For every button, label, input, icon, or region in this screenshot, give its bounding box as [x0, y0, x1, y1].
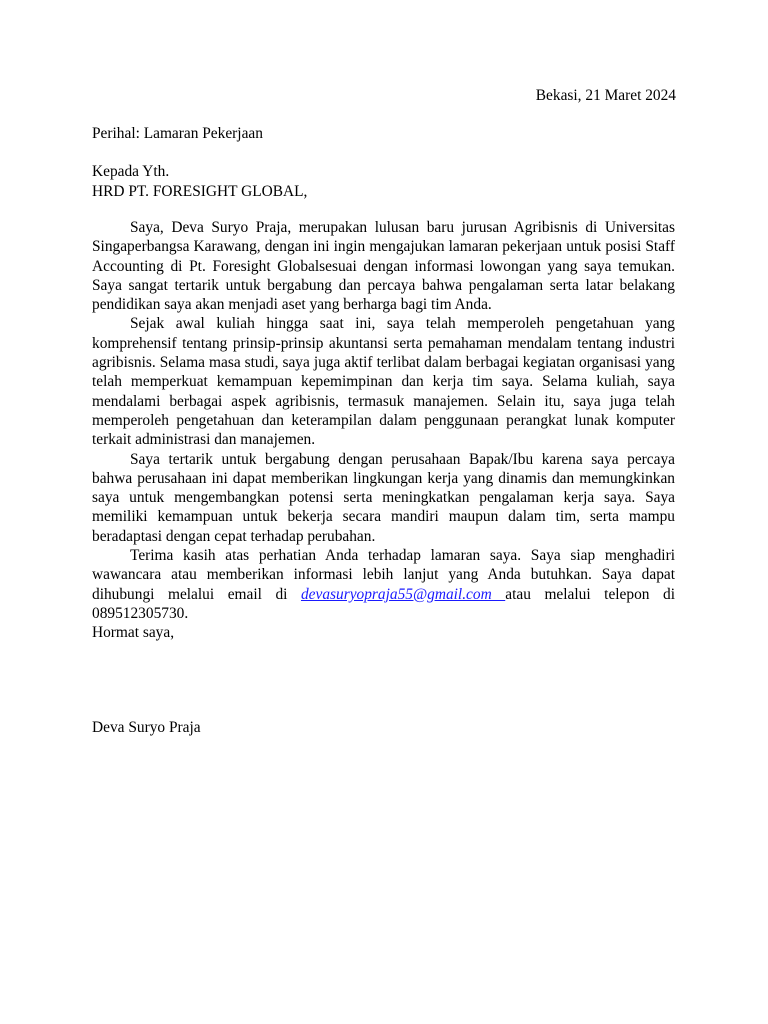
recipient-block [92, 162, 307, 201]
body-paragraph-motivation: Saya tertarik untuk bergabung dengan perusahaan Bapak/Ibu karena saya percaya bahwa perusahaan ini dapat memberikan lingkungan kerja yang dinamis dan memungkinkan saya untuk mengembangkan potensi serta meningkatkan pengalaman kerja saya. Saya memiliki kemampuan untuk bekerja secara mandiri maupun dalam tim, serta mampu beradaptasi dengan cepat terhadap perubahan. [92, 450, 675, 545]
letter-date: Bekasi, 21 Maret 2024 [535, 87, 676, 104]
body-paragraph-intro: Saya, Deva Suryo Praja, merupakan lulusan baru jurusan Agribisnis di Universitas Singaperbangsa Karawang, dengan ini ingin mengajukan lamaran pekerjaan untuk posisi Staff Accounting di Pt. Foresight Globalsesuai dengan informasi lowongan yang saya temukan. Saya sangat tertarik untuk bergabung dan percaya bahwa pengalaman serta latar belakang pendidikan saya akan menjadi aset yang berharga bagi tim Anda. [92, 219, 675, 314]
recipient-salutation: Kepada Yth. [92, 163, 170, 180]
letter-subject: Perihal: Lamaran Pekerjaan [92, 125, 263, 142]
letter-body [92, 218, 675, 623]
body-paragraph-contact [92, 546, 675, 623]
letter-closing: Hormat saya, [92, 624, 175, 641]
email-link[interactable]: devasuryopraja55@gmail.com [300, 585, 506, 603]
letter-signature: Deva Suryo Praja [92, 719, 201, 736]
body-paragraph-education: Sejak awal kuliah hingga saat ini, saya telah memperoleh pengetahuan yang komprehensif tentang prinsip-prinsip akuntansi serta pemahaman mendalam tentang industri agribisnis. Selama masa studi, saya juga aktif terlibat dalam berbagai kegiatan organisasi yang telah memperkuat kemampuan kepemimpinan dan kerja tim saya. Selama kuliah, saya mendalami berbagai aspek agribisnis, termasuk manajemen. Selain itu, saya juga telah memperoleh pengetahuan dan keterampilan dalam penggunaan perangkat lunak komputer terkait administrasi dan manajemen. [92, 315, 675, 449]
contact-text-after: atau melalui telepon di 089512305730. [92, 585, 675, 622]
contact-text-before: Terima kasih atas perhatian Anda terhadap lamaran saya. Saya siap menghadiri wawancara atau memberikan informasi lebih lanjut yang Anda butuhkan. Saya dapat dihubungi melalui email di [92, 547, 675, 603]
recipient-addressee: HRD PT. FORESIGHT GLOBAL, [92, 182, 308, 200]
